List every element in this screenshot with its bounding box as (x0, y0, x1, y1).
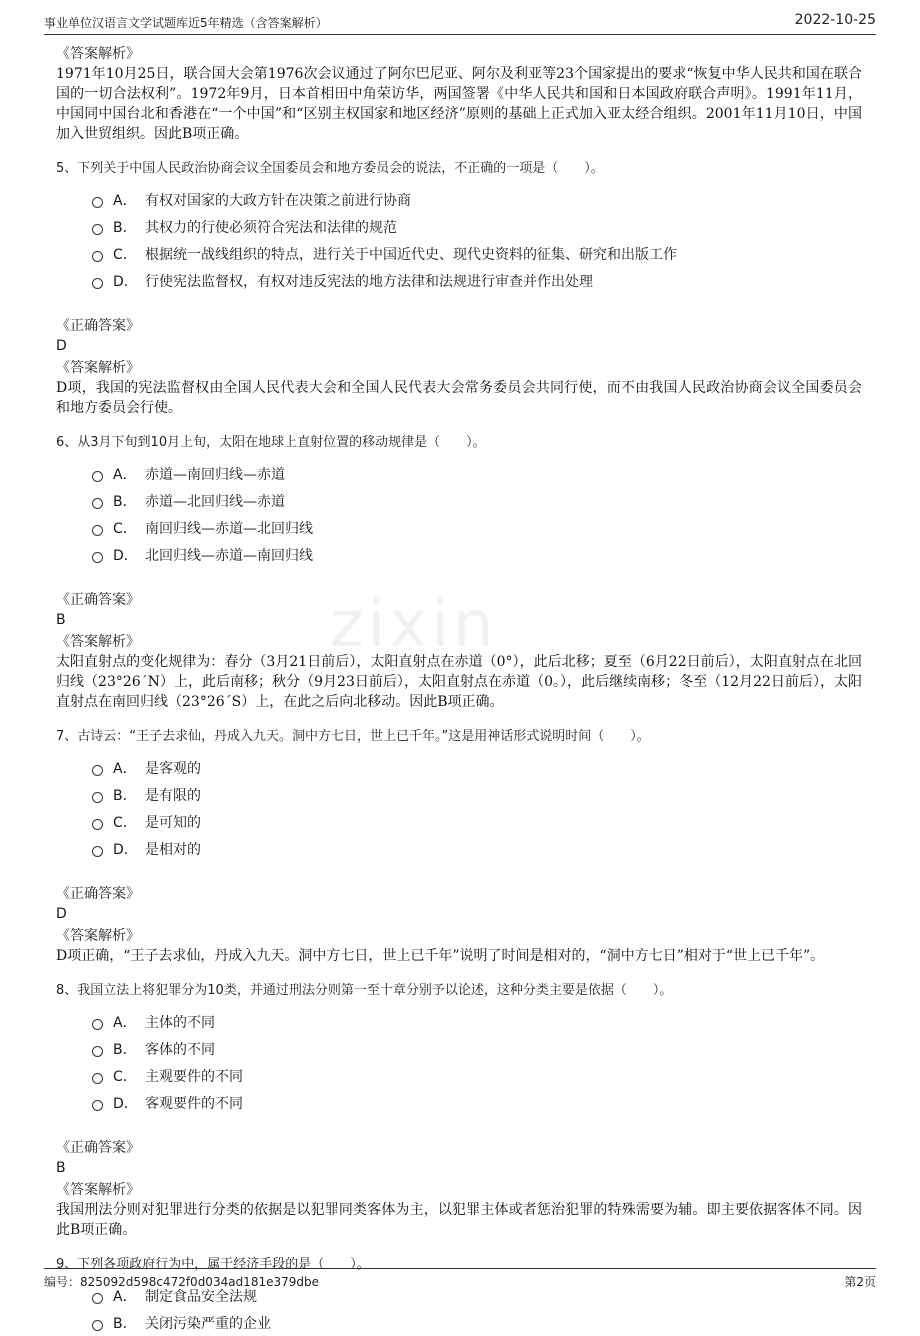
option-item[interactable] (92, 1062, 862, 1089)
option-item[interactable] (92, 835, 862, 862)
option-letter: B． (113, 493, 137, 510)
option-text: 其权力的行使必须符合宪法和法律的规范 (145, 219, 397, 236)
radio-icon[interactable] (92, 278, 103, 289)
correct-answer-label: 《正确答案》 (56, 1140, 140, 1156)
analysis-text: D项，我国的宪法监督权由全国人民代表大会和全国人民代表大会常务委员会共同行使，而不由我国人民政治协商会议全国委员会和地方委员会行使。 (56, 380, 862, 416)
radio-icon[interactable] (92, 819, 103, 830)
option-text: 是相对的 (145, 841, 201, 858)
correct-answer-label: 《正确答案》 (56, 886, 140, 902)
option-text: 客体的不同 (145, 1041, 215, 1058)
option-item[interactable] (92, 781, 862, 808)
option-letter: A． (113, 1014, 137, 1031)
option-text: 行使宪法监督权，有权对违反宪法的地方法律和法规进行审查并作出处理 (145, 273, 593, 290)
option-item[interactable] (92, 213, 862, 240)
option-letter: D． (113, 1095, 138, 1112)
option-letter: B． (113, 219, 137, 236)
correct-answer: D (56, 338, 67, 354)
page-footer (44, 1268, 876, 1293)
option-list (92, 460, 862, 568)
analysis-text: 我国刑法分则对犯罪进行分类的依据是以犯罪同类客体为主，以犯罪主体或者惩治犯罪的特殊需要为辅。即主要依据客体不同。因此B项正确。 (56, 1202, 862, 1238)
radio-icon[interactable] (92, 792, 103, 803)
option-item[interactable] (92, 186, 862, 213)
option-text: 有权对国家的大政方针在决策之前进行协商 (145, 192, 411, 209)
option-text: 赤道—北回归线—赤道 (145, 493, 285, 510)
option-text: 关闭污染严重的企业 (145, 1315, 271, 1332)
question-stem: 7、古诗云：“王子去求仙，丹成入九天。洞中方七日，世上已千年。”这是用神话形式说明时间（ ）。 (56, 729, 650, 744)
option-letter: A． (113, 466, 137, 483)
radio-icon[interactable] (92, 552, 103, 563)
option-text: 主观要件的不同 (145, 1068, 243, 1085)
analysis-label: 《答案解析》 (56, 1182, 140, 1198)
analysis-label: 《答案解析》 (56, 634, 140, 650)
option-list (92, 1008, 862, 1116)
option-item[interactable] (92, 267, 862, 294)
option-text: 是可知的 (145, 814, 201, 831)
document-date: 2022-10-25 (794, 12, 876, 28)
option-letter: B． (113, 1041, 137, 1058)
radio-icon[interactable] (92, 1046, 103, 1057)
analysis-label: 《答案解析》 (56, 928, 140, 944)
radio-icon[interactable] (92, 525, 103, 536)
option-item[interactable] (92, 1008, 862, 1035)
option-item[interactable] (92, 808, 862, 835)
radio-icon[interactable] (92, 1100, 103, 1111)
question-stem: 9、下列各项政府行为中，属于经济手段的是（ ）。 (56, 1257, 370, 1272)
radio-icon[interactable] (92, 1019, 103, 1030)
option-item[interactable] (92, 487, 862, 514)
analysis-label: 《答案解析》 (56, 360, 140, 376)
radio-icon[interactable] (92, 846, 103, 857)
option-letter: B． (113, 787, 137, 804)
option-item[interactable] (92, 541, 862, 568)
option-item[interactable] (92, 1035, 862, 1062)
option-text: 赤道—南回归线—赤道 (145, 466, 285, 483)
radio-icon[interactable] (92, 765, 103, 776)
option-list (92, 754, 862, 862)
question-stem: 5、下列关于中国人民政治协商会议全国委员会和地方委员会的说法，不正确的一项是（ ）。 (56, 161, 604, 176)
option-letter: C． (113, 520, 137, 537)
option-text: 主体的不同 (145, 1014, 215, 1031)
correct-answer-label: 《正确答案》 (56, 592, 140, 608)
analysis-text: 1971年10月25日，联合国大会第1976次会议通过了阿尔巴尼亚、阿尔及利亚等23个国家提出的要求“恢复中华人民共和国在联合国的一切合法权利”。1972年9月，日本首相田中角荣访华，两国签署《中华人民共和国和日本国政府联合声明》。1991年11月，中国同中国台北和香港在“一个中国”和“区别主权国家和地区经济”原则的基础上正式加入亚太经合组织。2001年11月10日，中国加入世贸组织。因此B项正确。 (56, 66, 862, 142)
radio-icon[interactable] (92, 1320, 103, 1331)
correct-answer-label: 《正确答案》 (56, 318, 140, 334)
option-letter: C． (113, 814, 137, 831)
option-text: 北回归线—赤道—南回归线 (145, 547, 313, 564)
watermark: zixin (330, 588, 498, 662)
radio-icon[interactable] (92, 1073, 103, 1084)
option-letter: A． (113, 192, 137, 209)
radio-icon[interactable] (92, 224, 103, 235)
radio-icon[interactable] (92, 251, 103, 262)
option-text: 客观要件的不同 (145, 1095, 243, 1112)
option-text: 制定食品安全法规 (145, 1288, 257, 1305)
radio-icon[interactable] (92, 498, 103, 509)
question-stem: 6、从3月下旬到10月上旬，太阳在地球上直射位置的移动规律是（ ）。 (56, 435, 486, 450)
analysis-label: 《答案解析》 (56, 46, 140, 62)
option-item[interactable] (92, 240, 862, 267)
question-block (56, 434, 862, 712)
option-text: 南回归线—赤道—北回归线 (145, 520, 313, 537)
page-number: 第2页 (844, 1275, 876, 1289)
option-letter: C． (113, 246, 137, 263)
correct-answer: B (56, 612, 66, 628)
option-item[interactable] (92, 1309, 862, 1336)
document-body (56, 44, 862, 1336)
option-letter: C． (113, 1068, 137, 1085)
question-list (56, 160, 862, 1336)
question-block (56, 982, 862, 1240)
option-text: 根据统一战线组织的特点，进行关于中国近代史、现代史资料的征集、研究和出版工作 (145, 246, 677, 263)
option-text: 是客观的 (145, 760, 201, 777)
analysis-text: 太阳直射点的变化规律为：春分（3月21日前后），太阳直射点在赤道（0°），此后北移；夏至（6月22日前后），太阳直射点在北回归线（23°26´N）上，此后南移；秋分（9月23日前后），太阳直射点在赤道（0。），此后继续南移；冬至（12月22日前后），太阳直射点在南回归线（23°26´S）上，在此之后向北移动。因此B项正确。 (56, 654, 862, 710)
document-code: 编号：825092d598c472f0d034ad181e379dbe (44, 1275, 319, 1289)
option-letter: D． (113, 841, 138, 858)
option-item[interactable] (92, 460, 862, 487)
option-letter: D． (113, 273, 138, 290)
question-block (56, 728, 862, 966)
option-item[interactable] (92, 1089, 862, 1116)
option-item[interactable] (92, 514, 862, 541)
option-letter: B． (113, 1315, 137, 1332)
question-stem: 8、我国立法上将犯罪分为10类，并通过刑法分则第一至十章分别予以论述，这种分类主要是依据（ ）。 (56, 983, 673, 998)
option-text: 是有限的 (145, 787, 201, 804)
correct-answer: D (56, 906, 67, 922)
option-letter: D． (113, 547, 138, 564)
radio-icon[interactable] (92, 471, 103, 482)
option-item[interactable] (92, 754, 862, 781)
option-list (92, 186, 862, 294)
radio-icon[interactable] (92, 197, 103, 208)
question-block (56, 160, 862, 418)
correct-answer: B (56, 1160, 66, 1176)
option-letter: A． (113, 1288, 137, 1305)
document-title: 事业单位汉语言文学试题库近5年精选（含答案解析） (44, 16, 328, 30)
page-header (44, 10, 876, 35)
option-letter: A． (113, 760, 137, 777)
analysis-text: D项正确，“王子去求仙，丹成入九天。洞中方七日，世上已千年”说明了时间是相对的，“洞中方七日”相对于“世上已千年”。 (56, 948, 825, 964)
